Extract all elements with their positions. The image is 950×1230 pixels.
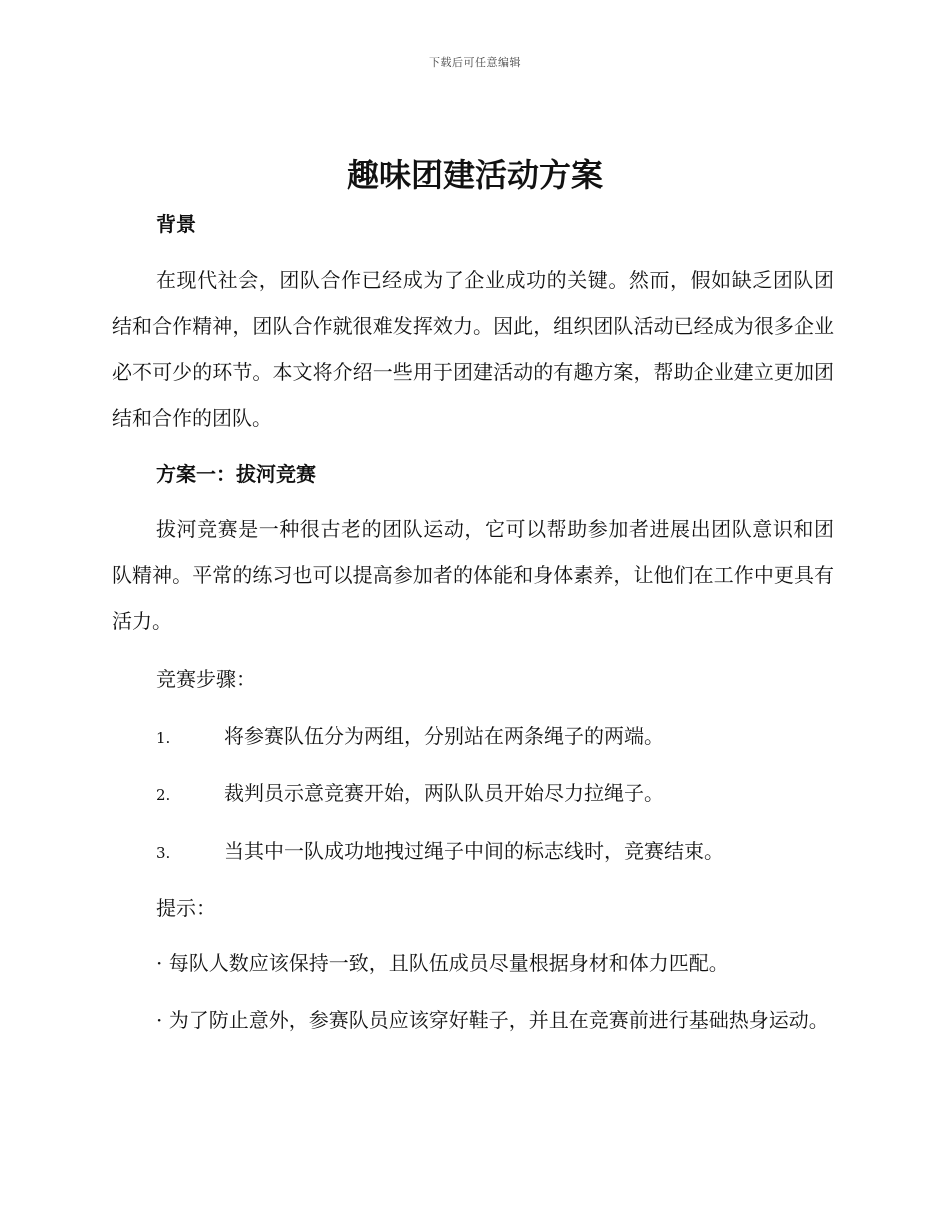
step-item	[156, 835, 724, 864]
step-text: 裁判员示意竞赛开始，两队队员开始尽力拉绳子。	[224, 781, 664, 805]
steps-label: 竞赛步骤：	[156, 667, 256, 691]
step-number: 3.	[156, 844, 171, 862]
section-heading-background: 背景	[156, 212, 196, 236]
plan-one-paragraph: 拔河竞赛是一种很古老的团队运动，它可以帮助参加者进展出团队意识和团队精神。平常的练习也可以提高参加者的体能和身体素养，让他们在工作中更具有活力。	[112, 517, 834, 633]
step-text: 将参赛队伍分为两组，分别站在两条绳子的两端。	[224, 724, 664, 748]
step-number: 2.	[156, 786, 171, 804]
step-text: 当其中一队成功地拽过绳子中间的标志线时，竞赛结束。	[224, 839, 724, 863]
document-title: 趣味团建活动方案	[346, 156, 603, 194]
tip-item: · 为了防止意外，参赛队员应该穿好鞋子，并且在竞赛前进行基础热身运动。	[156, 1008, 829, 1032]
header-note: 下载后可任意编辑	[429, 56, 521, 69]
tip-item: · 每队人数应该保持一致，且队伍成员尽量根据身材和体力匹配。	[156, 951, 729, 975]
background-paragraph: 在现代社会，团队合作已经成为了企业成功的关键。然而，假如缺乏团队团结和合作精神，团队合作就很难发挥效力。因此，组织团队活动已经成为很多企业必不可少的环节。本文将介绍一些用于团建活动的有趣方案，帮助企业建立更加团结和合作的团队。	[112, 268, 834, 430]
section-heading-plan-one: 方案一：拔河竞赛	[156, 462, 316, 486]
tips-label: 提示：	[156, 896, 216, 920]
step-item	[156, 720, 664, 749]
step-number: 1.	[156, 729, 171, 747]
step-item	[156, 777, 664, 806]
